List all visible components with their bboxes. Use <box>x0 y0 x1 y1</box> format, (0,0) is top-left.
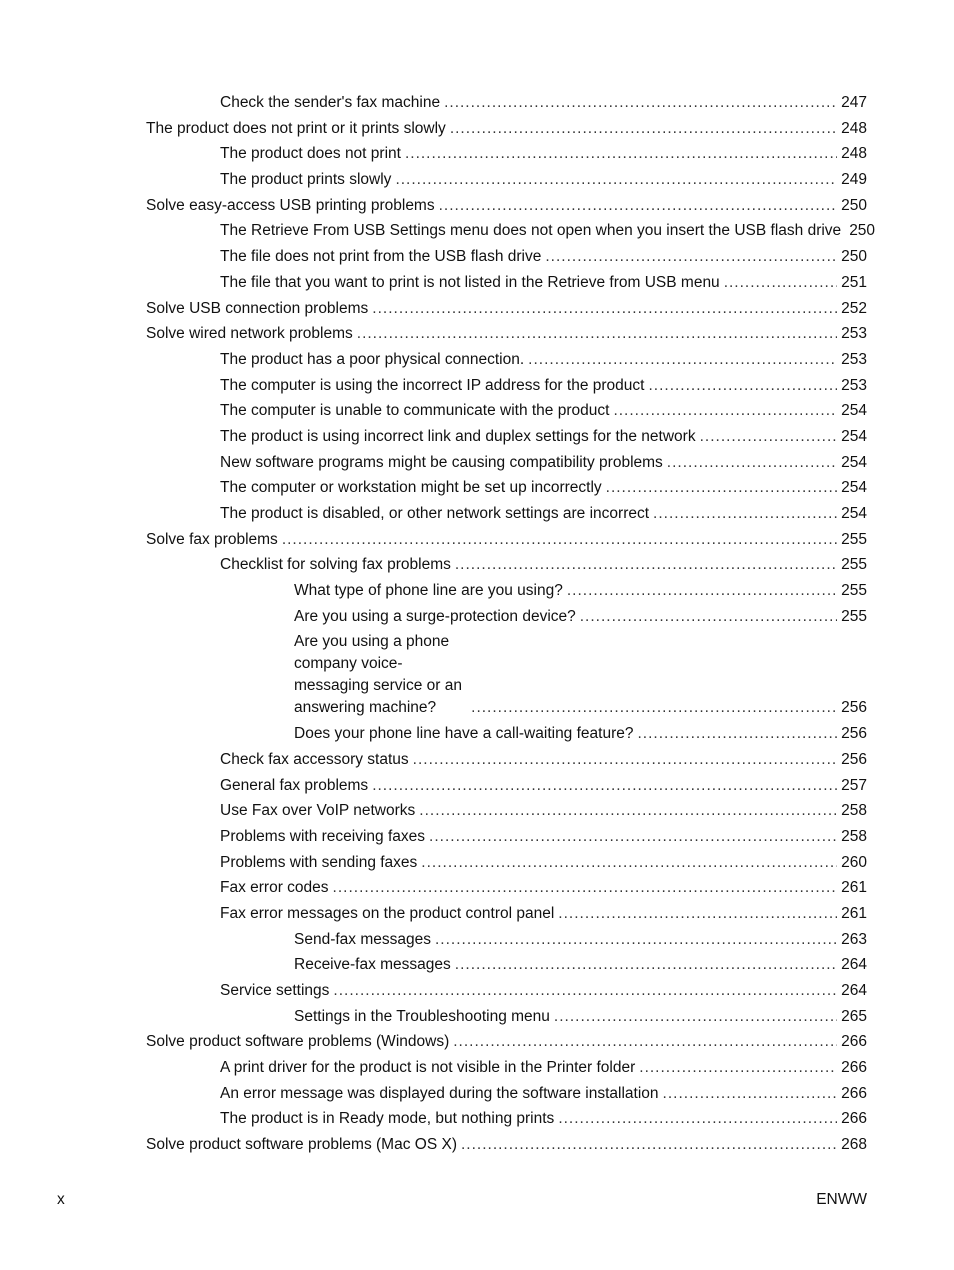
toc-dot-leader <box>455 554 837 576</box>
toc-entry-title: Use Fax over VoIP networks <box>220 802 416 820</box>
toc-entry-title: What type of phone line are you using? <box>294 582 563 600</box>
toc-entry[interactable] <box>220 400 867 422</box>
toc-entry-title: General fax problems <box>220 776 369 794</box>
toc-entry-page: 266 <box>841 1084 867 1102</box>
toc-entry[interactable] <box>220 826 867 848</box>
toc-entry-page: 254 <box>841 402 867 420</box>
toc-entry-title: Fax error messages on the product control panel <box>220 904 555 922</box>
toc-entry[interactable] <box>146 323 867 345</box>
toc-dot-leader <box>333 980 837 1002</box>
toc-entry[interactable] <box>146 1031 867 1053</box>
toc-entry-title: New software programs might be causing compatibility problems <box>220 453 663 471</box>
toc-entry-title: Problems with sending faxes <box>220 853 418 871</box>
toc-entry-title: Service settings <box>220 982 330 999</box>
toc-entry-title: Are you using a surge-protection device? <box>294 607 576 625</box>
toc-dot-leader <box>333 877 838 899</box>
toc-entry-title: The product does not print or it prints slowly <box>146 119 446 137</box>
toc-entry-page: 250 <box>841 196 867 214</box>
toc-dot-leader <box>372 298 837 320</box>
toc-entry-page: 254 <box>841 479 867 497</box>
toc-entry-page: 265 <box>841 1007 867 1025</box>
toc-entry-title: The computer is using the incorrect IP address for the product <box>220 376 645 394</box>
toc-entry[interactable] <box>146 1134 867 1156</box>
toc-entry[interactable] <box>220 477 867 499</box>
footer-page-number: x <box>57 1191 65 1208</box>
toc-entry[interactable] <box>294 723 867 745</box>
toc-dot-leader <box>357 323 837 345</box>
toc-dot-leader <box>613 400 837 422</box>
toc-dot-leader <box>724 272 837 294</box>
toc-dot-leader <box>648 375 837 397</box>
toc-entry-title: The Retrieve From USB Settings menu does not open when you insert the USB flash drive <box>220 222 842 240</box>
toc-entry-title: The computer is unable to communicate with the product <box>220 402 610 420</box>
toc-entry-title: Fax error codes <box>220 879 329 897</box>
toc-entry[interactable] <box>220 452 867 474</box>
toc-entry-title: Solve product software problems (Windows) <box>146 1033 450 1051</box>
toc-dot-leader <box>453 1031 837 1053</box>
toc-dot-leader <box>444 92 837 114</box>
toc-dot-leader <box>439 195 838 217</box>
toc-dot-leader <box>405 143 837 165</box>
toc-entry[interactable] <box>294 954 867 976</box>
toc-dot-leader <box>413 749 837 771</box>
toc-dot-leader <box>282 529 837 551</box>
toc-entry-title: The product is disabled, or other network settings are incorrect <box>220 505 650 522</box>
toc-dot-leader <box>653 503 837 525</box>
toc-dot-leader <box>450 118 837 140</box>
toc-entry-title: Are you using a phone company voice-messaging service or an answering machine? <box>294 633 462 717</box>
toc-entry-page: 256 <box>841 725 867 743</box>
toc-entry-page: 250 <box>849 222 876 240</box>
toc-entry[interactable] <box>220 852 867 874</box>
toc-entry-page: 248 <box>841 119 867 137</box>
toc-entry[interactable] <box>220 800 867 822</box>
toc-entry[interactable] <box>220 1057 867 1079</box>
toc-entry-page: 255 <box>841 530 867 548</box>
toc-entry[interactable] <box>220 980 867 1002</box>
toc-entry[interactable] <box>146 529 867 551</box>
toc-entry-page: 266 <box>841 1033 867 1051</box>
toc-entry-page: 248 <box>841 145 867 163</box>
toc-entry[interactable] <box>294 606 867 628</box>
toc-entry-page: 266 <box>841 1110 867 1128</box>
toc-entry-page: 253 <box>841 325 867 343</box>
toc-entry-title: Check the sender's fax machine <box>220 94 441 111</box>
toc-entry-page: 256 <box>841 699 867 717</box>
toc-entry-page: 253 <box>841 376 867 394</box>
toc-entry[interactable] <box>220 775 867 797</box>
toc-dot-leader <box>639 1057 837 1079</box>
table-of-contents <box>0 92 954 1160</box>
toc-entry[interactable] <box>220 1108 867 1130</box>
toc-entry[interactable] <box>220 143 867 165</box>
toc-entry-page: 261 <box>841 904 867 922</box>
toc-entry[interactable] <box>294 631 867 719</box>
toc-entry[interactable] <box>220 877 867 899</box>
toc-entry[interactable] <box>146 195 867 217</box>
toc-dot-leader <box>567 580 837 602</box>
toc-entry-page: 257 <box>841 776 867 794</box>
toc-entry-title: Send-fax messages <box>294 930 431 948</box>
toc-dot-leader <box>700 426 838 448</box>
toc-dot-leader <box>455 954 837 976</box>
toc-entry[interactable] <box>294 580 867 602</box>
toc-entry-page: 252 <box>841 299 867 317</box>
toc-dot-leader <box>419 800 837 822</box>
toc-entry-page: 249 <box>841 171 867 189</box>
toc-dot-leader <box>606 477 837 499</box>
toc-entry[interactable] <box>220 169 867 191</box>
toc-entry-page: 266 <box>841 1059 867 1077</box>
toc-dot-leader <box>545 246 837 268</box>
toc-entry[interactable] <box>220 92 867 114</box>
toc-entry-title: Checklist for solving fax problems <box>220 556 451 574</box>
toc-entry-page: 260 <box>841 853 867 871</box>
toc-entry-title: Solve wired network problems <box>146 325 353 343</box>
toc-entry[interactable] <box>220 246 867 268</box>
toc-entry-title: The file that you want to print is not listed in the Retrieve from USB menu <box>220 273 720 291</box>
toc-entry-title: A print driver for the product is not visible in the Printer folder <box>220 1059 636 1077</box>
toc-dot-leader <box>461 1134 837 1156</box>
toc-entry[interactable] <box>220 375 867 397</box>
toc-entry-title: Solve USB connection problems <box>146 299 369 317</box>
toc-entry-title: An error message was displayed during the software installation <box>220 1084 659 1102</box>
toc-entry-title: The product does not print <box>220 145 401 163</box>
toc-dot-leader <box>558 1108 837 1130</box>
toc-entry-page: 247 <box>841 94 867 111</box>
toc-dot-leader <box>395 169 837 191</box>
toc-entry-title: The product has a poor physical connection. <box>220 350 525 368</box>
toc-entry[interactable] <box>220 220 876 242</box>
toc-entry-page: 264 <box>841 982 867 999</box>
toc-entry-page: 254 <box>841 427 867 445</box>
toc-entry-page: 255 <box>841 607 867 625</box>
toc-entry-title: Receive-fax messages <box>294 956 451 974</box>
toc-entry-title: The product is using incorrect link and duplex settings for the network <box>220 427 696 445</box>
toc-entry[interactable] <box>220 749 867 771</box>
toc-dot-leader <box>554 1006 837 1028</box>
toc-entry-title: Solve product software problems (Mac OS X) <box>146 1136 457 1154</box>
toc-entry-title: The product prints slowly <box>220 171 392 189</box>
footer-label: ENWW <box>816 1191 867 1208</box>
toc-entry[interactable] <box>294 1006 867 1028</box>
toc-entry[interactable] <box>220 503 867 525</box>
toc-entry-title: Check fax accessory status <box>220 750 409 768</box>
toc-entry[interactable] <box>220 272 867 294</box>
toc-dot-leader <box>528 349 837 371</box>
toc-entry-page: 255 <box>841 556 867 574</box>
toc-entry-page: 268 <box>841 1136 867 1154</box>
toc-entry[interactable] <box>220 554 867 576</box>
toc-entry[interactable] <box>294 929 867 951</box>
toc-dot-leader <box>429 826 837 848</box>
toc-entry-page: 256 <box>841 750 867 768</box>
toc-entry-title: The computer or workstation might be set up incorrectly <box>220 479 602 497</box>
toc-entry-page: 261 <box>841 879 867 897</box>
toc-entry-title: Does your phone line have a call-waiting feature? <box>294 725 634 743</box>
toc-entry[interactable] <box>146 118 867 140</box>
toc-entry[interactable] <box>220 1083 867 1105</box>
toc-entry-page: 255 <box>841 582 867 600</box>
toc-dot-leader <box>638 723 838 745</box>
toc-entry-title: The file does not print from the USB flash drive <box>220 248 542 266</box>
toc-entry-title: The product is in Ready mode, but nothing prints <box>220 1110 555 1128</box>
toc-entry-title: Problems with receiving faxes <box>220 827 426 845</box>
toc-dot-leader <box>421 852 837 874</box>
toc-entry-title: Settings in the Troubleshooting menu <box>294 1007 550 1025</box>
toc-entry-page: 264 <box>841 956 867 974</box>
toc-entry-title: Solve fax problems <box>146 530 278 548</box>
toc-dot-leader <box>471 697 837 719</box>
toc-dot-leader <box>663 1083 838 1105</box>
toc-dot-leader <box>667 452 837 474</box>
toc-entry-page: 254 <box>841 453 867 471</box>
toc-entry[interactable] <box>220 426 867 448</box>
toc-entry-page: 253 <box>841 350 867 368</box>
toc-entry[interactable] <box>146 298 867 320</box>
toc-entry-page: 250 <box>841 248 867 266</box>
toc-dot-leader <box>435 929 837 951</box>
toc-entry-title: Solve easy-access USB printing problems <box>146 196 435 214</box>
toc-dot-leader <box>580 606 837 628</box>
toc-entry[interactable] <box>220 349 867 371</box>
toc-entry-page: 263 <box>841 930 867 948</box>
toc-entry-page: 258 <box>841 827 867 845</box>
toc-entry[interactable] <box>220 903 867 925</box>
toc-dot-leader <box>558 903 837 925</box>
toc-entry-page: 254 <box>841 505 867 522</box>
toc-dot-leader <box>372 775 837 797</box>
toc-entry-page: 251 <box>841 273 867 291</box>
toc-entry-page: 258 <box>841 802 867 820</box>
